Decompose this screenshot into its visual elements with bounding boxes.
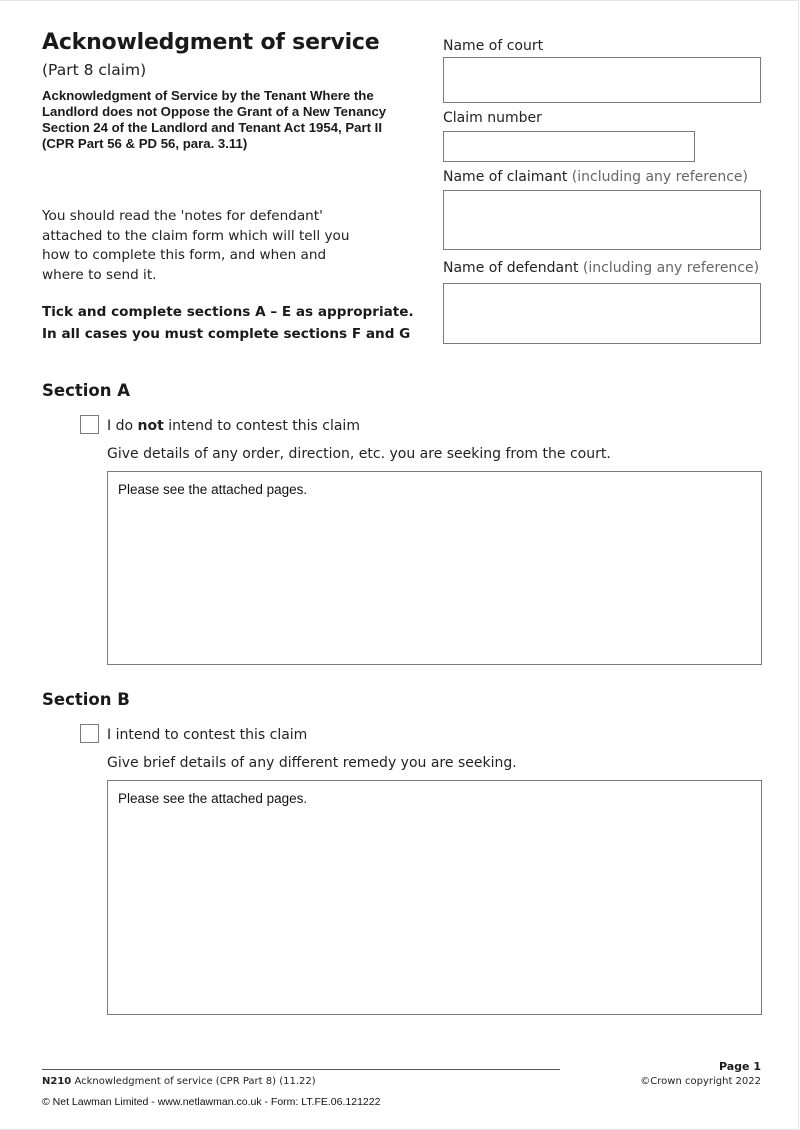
intro-line: You should read the 'notes for defendant' — [42, 208, 323, 224]
intro-line: attached to the claim form which will tell you — [42, 227, 350, 244]
footer-form-name: Acknowledgment of service (CPR Part 8) (11.22) — [74, 1076, 316, 1087]
description-line: Acknowledgment of Service by the Tenant Where the — [42, 88, 374, 103]
tick-line: Tick and complete sections A – E as appropriate. — [42, 304, 414, 320]
netlawman-notice: © Net Lawman Limited - www.netlawman.co.uk - Form: LT.FE.06.121222 — [42, 1096, 381, 1108]
claimant-name-field[interactable] — [443, 190, 761, 250]
section-a-checkbox[interactable] — [80, 415, 99, 434]
intro-line: how to complete this form, and when and — [42, 247, 327, 263]
intro-text — [42, 207, 402, 285]
section-a-label-not: not — [137, 418, 164, 434]
section-a-heading: Section A — [42, 381, 130, 400]
claim-number-field[interactable] — [443, 131, 695, 162]
court-name-label: Name of court — [443, 38, 544, 54]
section-a-instruction: Give details of any order, direction, etc. you are seeking from the court. — [107, 446, 611, 462]
defendant-name-label — [443, 260, 759, 276]
description-line: Landlord does not Oppose the Grant of a New Tenancy — [42, 104, 387, 119]
defendant-label-hint: (including any reference) — [582, 260, 760, 276]
claimant-label-hint: (including any reference) — [571, 169, 748, 185]
section-a-label-post: intend to contest this claim — [168, 418, 360, 434]
page-subtitle: (Part 8 claim) — [42, 61, 147, 79]
footer-form-reference — [42, 1076, 316, 1087]
page-title: Acknowledgment of service — [42, 30, 380, 55]
footer-divider — [42, 1069, 560, 1070]
tick-line: In all cases you must complete sections F and G — [42, 326, 411, 342]
section-a-answer-box[interactable] — [107, 471, 762, 665]
description-line: Section 24 of the Landlord and Tenant Act 1954, Part II — [42, 120, 383, 135]
footer-form-code: N210 — [42, 1076, 72, 1087]
section-a-answer-text: Please see the attached pages. — [118, 482, 308, 497]
section-a-label-pre: I do — [107, 418, 134, 434]
section-b-answer-text: Please see the attached pages. — [118, 791, 308, 806]
defendant-name-field[interactable] — [443, 283, 761, 344]
defendant-label-text: Name of defendant — [443, 260, 579, 276]
claimant-name-label — [443, 169, 748, 185]
section-b-checkbox[interactable] — [80, 724, 99, 743]
crown-copyright: ©Crown copyright 2022 — [640, 1076, 761, 1087]
claim-number-label: Claim number — [443, 110, 542, 126]
court-name-field[interactable] — [443, 57, 761, 103]
description-line: (CPR Part 56 & PD 56, para. 3.11) — [42, 136, 248, 151]
section-b-checkbox-label: I intend to contest this claim — [107, 727, 308, 743]
section-b-instruction: Give brief details of any different remedy you are seeking. — [107, 755, 517, 771]
claimant-label-text: Name of claimant — [443, 169, 568, 185]
section-a-checkbox-label — [107, 418, 360, 434]
section-b-answer-box[interactable] — [107, 780, 762, 1015]
tick-instructions — [42, 301, 414, 345]
intro-line: where to send it. — [42, 266, 157, 283]
form-description — [42, 88, 422, 152]
page-number: Page 1 — [718, 1060, 761, 1073]
section-b-heading: Section B — [42, 690, 130, 709]
